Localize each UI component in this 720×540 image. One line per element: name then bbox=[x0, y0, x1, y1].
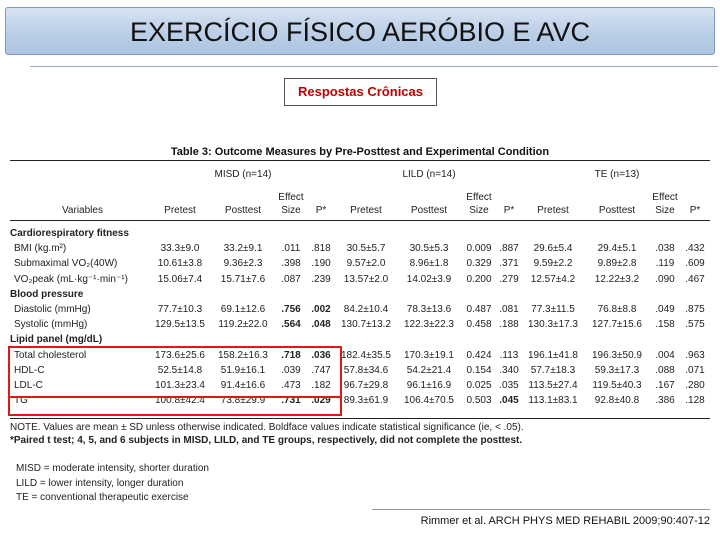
table-cell: 69.1±12.6 bbox=[220, 304, 266, 315]
table-cell: 0.154 bbox=[466, 364, 492, 376]
row-label: BMI (kg.m²) bbox=[14, 243, 67, 255]
table-cell: 77.3±11.5 bbox=[531, 304, 575, 315]
table-cell: 57.8±34.6 bbox=[343, 364, 389, 376]
table-cell: 59.3±17.3 bbox=[594, 364, 640, 376]
row-label: TG bbox=[14, 395, 28, 407]
table-cell: .039 bbox=[281, 364, 301, 376]
legend-line: MISD = moderate intensity, shorter duration bbox=[16, 463, 209, 474]
table-cell: .048 bbox=[311, 319, 331, 331]
table-cell: 73.8±29.9 bbox=[220, 395, 266, 407]
table-cell: 84.2±10.4 bbox=[343, 304, 389, 315]
table-cell: .887 bbox=[499, 243, 519, 255]
table-cell: 13.57±2.0 bbox=[343, 273, 389, 285]
row-label: Diastolic (mmHg) bbox=[14, 304, 91, 315]
table-cell: .564 bbox=[281, 319, 301, 331]
table-cell: 119.2±22.0 bbox=[218, 319, 268, 331]
table-cell: .875 bbox=[685, 304, 705, 315]
table-cell: 52.5±14.8 bbox=[157, 364, 203, 376]
table-cell: .119 bbox=[655, 258, 675, 270]
highlight-box-tg bbox=[8, 396, 342, 416]
column-header: Effect bbox=[652, 192, 678, 203]
table-cell: 9.36±2.3 bbox=[223, 258, 263, 270]
table-cell: .182 bbox=[311, 380, 331, 391]
table-cell: 89.3±61.9 bbox=[343, 395, 389, 407]
column-header: Effect bbox=[278, 192, 304, 203]
table-cell: .963 bbox=[685, 349, 705, 361]
table-cell: .190 bbox=[311, 258, 331, 270]
column-header: Posttest bbox=[598, 205, 636, 216]
table-cell: 0.424 bbox=[466, 349, 492, 361]
subtitle-box: Respostas Crônicas bbox=[284, 78, 437, 106]
column-header: P* bbox=[503, 205, 515, 216]
table-cell: 0.503 bbox=[466, 395, 492, 407]
table-cell: 0.458 bbox=[466, 319, 492, 331]
table-cell: 196.3±50.9 bbox=[592, 349, 642, 361]
table-cell: 122.3±22.3 bbox=[404, 319, 454, 331]
table-cell: .756 bbox=[281, 304, 301, 315]
group-header: LILD (n=14) bbox=[402, 169, 456, 180]
column-header: P* bbox=[315, 205, 327, 216]
table-bottom-rule bbox=[10, 418, 710, 419]
row-label: VO₂peak (mL·kg⁻¹·min⁻¹) bbox=[14, 273, 128, 285]
table-cell: 30.5±5.7 bbox=[346, 243, 386, 255]
table-cell: .467 bbox=[685, 273, 705, 285]
table-cell: 12.22±3.2 bbox=[594, 273, 640, 285]
table-cell: 29.6±5.4 bbox=[533, 243, 573, 255]
column-header: P* bbox=[689, 205, 701, 216]
table-cell: .432 bbox=[685, 243, 705, 255]
table-cell: .011 bbox=[281, 243, 301, 255]
table-cell: 96.7±29.8 bbox=[343, 380, 389, 391]
divider bbox=[30, 66, 718, 67]
table-cell: 10.61±3.8 bbox=[157, 258, 203, 270]
table-cell: .167 bbox=[655, 380, 675, 391]
table-cell: 15.06±7.4 bbox=[157, 273, 203, 285]
table-cell: 96.1±16.9 bbox=[406, 380, 452, 391]
table-cell: 76.8±8.8 bbox=[597, 304, 637, 315]
table-cell: .071 bbox=[685, 364, 705, 376]
table-cell: .340 bbox=[499, 364, 519, 376]
group-header: MISD (n=14) bbox=[214, 169, 272, 180]
table-header-rule bbox=[10, 220, 710, 221]
table-cell: .090 bbox=[655, 273, 675, 285]
column-header: Size bbox=[655, 205, 675, 216]
column-header: Pretest bbox=[350, 205, 382, 216]
table-cell: .731 bbox=[281, 395, 301, 407]
column-header: Size bbox=[469, 205, 489, 216]
table-cell: .128 bbox=[685, 395, 705, 407]
group-header: TE (n=13) bbox=[594, 169, 640, 180]
table-cell: .087 bbox=[281, 273, 301, 285]
table-cell: 100.8±42.4 bbox=[155, 395, 205, 407]
table-cell: .088 bbox=[655, 364, 675, 376]
table-cell: .239 bbox=[311, 273, 331, 285]
table-cell: 54.2±21.4 bbox=[406, 364, 452, 376]
table-cell: 196.1±41.8 bbox=[528, 349, 578, 361]
table-cell: 119.5±40.3 bbox=[592, 380, 642, 391]
table-cell: .004 bbox=[655, 349, 675, 361]
table-cell: 78.3±13.6 bbox=[406, 304, 452, 315]
table-cell: 77.7±10.3 bbox=[157, 304, 203, 315]
table-cell: 92.8±40.8 bbox=[594, 395, 640, 407]
table-cell: 173.6±25.6 bbox=[155, 349, 205, 361]
table-cell: 170.3±19.1 bbox=[404, 349, 454, 361]
table-cell: .609 bbox=[685, 258, 705, 270]
table-cell: 129.5±13.5 bbox=[155, 319, 205, 331]
table-footnote: *Paired t test; 4, 5, and 6 subjects in MISD, LILD, and TE groups, respectively, did not complete the posttest. bbox=[10, 435, 523, 446]
table-cell: 127.7±15.6 bbox=[592, 319, 642, 331]
table-cell: .473 bbox=[281, 380, 301, 391]
table-cell: 9.59±2.2 bbox=[533, 258, 573, 270]
table-cell: .045 bbox=[499, 395, 519, 407]
table-cell: 14.02±3.9 bbox=[406, 273, 452, 285]
column-header: Effect bbox=[466, 192, 492, 203]
column-header: Posttest bbox=[410, 205, 448, 216]
table-cell: 0.487 bbox=[466, 304, 492, 315]
table-cell: 130.7±13.2 bbox=[341, 319, 391, 331]
column-header: Pretest bbox=[164, 205, 196, 216]
page-title: EXERCÍCIO FÍSICO AERÓBIO E AVC bbox=[129, 17, 591, 47]
row-label: LDL-C bbox=[14, 380, 43, 391]
table-cell: 0.009 bbox=[466, 243, 492, 255]
table-cell: .081 bbox=[499, 304, 519, 315]
table-cell: 57.7±18.3 bbox=[530, 364, 576, 376]
table-cell: 30.5±5.3 bbox=[409, 243, 449, 255]
column-header: Posttest bbox=[224, 205, 262, 216]
table-section-label: Lipid panel (mg/dL) bbox=[10, 334, 103, 346]
table-cell: .371 bbox=[499, 258, 519, 270]
table-cell: .398 bbox=[281, 258, 301, 270]
table-cell: .029 bbox=[311, 395, 331, 407]
table-cell: 9.57±2.0 bbox=[346, 258, 386, 270]
table-cell: .002 bbox=[311, 304, 331, 315]
legend-line: LILD = lower intensity, longer duration bbox=[16, 477, 184, 489]
table-cell: 182.4±35.5 bbox=[341, 349, 391, 361]
table-title: Table 3: Outcome Measures by Pre-Posttest and Experimental Condition bbox=[170, 146, 550, 158]
table-cell: .038 bbox=[655, 243, 675, 255]
table-cell: .158 bbox=[655, 319, 675, 331]
table-cell: .718 bbox=[281, 349, 301, 361]
table-cell: 106.4±70.5 bbox=[404, 395, 454, 407]
table-cell: 101.3±23.4 bbox=[155, 380, 205, 391]
column-header: Pretest bbox=[537, 205, 569, 216]
table-cell: .575 bbox=[685, 319, 705, 331]
table-cell: .279 bbox=[499, 273, 519, 285]
table-cell: .747 bbox=[311, 364, 331, 376]
table-cell: .188 bbox=[499, 319, 519, 331]
row-label: Total cholesterol bbox=[14, 349, 87, 361]
table-cell: .049 bbox=[655, 304, 675, 315]
table-cell: 33.2±9.1 bbox=[223, 243, 263, 255]
abbreviation-legend bbox=[16, 462, 209, 506]
table-cell: 113.1±83.1 bbox=[528, 395, 578, 407]
table-cell: 51.9±16.1 bbox=[220, 364, 266, 376]
table-cell: .036 bbox=[311, 349, 331, 361]
table-cell: 0.329 bbox=[466, 258, 492, 270]
table-cell: 0.200 bbox=[466, 273, 492, 285]
row-label: HDL-C bbox=[14, 364, 45, 376]
title-bar bbox=[5, 7, 715, 55]
table-cell: 12.57±4.2 bbox=[530, 273, 576, 285]
table-cell: 158.2±16.3 bbox=[218, 349, 268, 361]
table-cell: 15.71±7.6 bbox=[220, 273, 266, 285]
table-cell: 91.4±16.6 bbox=[220, 380, 266, 391]
table-cell: .035 bbox=[499, 380, 519, 391]
row-label: Submaximal VO₂(40W) bbox=[14, 258, 118, 270]
row-label: Systolic (mmHg) bbox=[14, 319, 88, 331]
table-cell: .280 bbox=[685, 380, 705, 391]
table-note: NOTE. Values are mean ± SD unless otherwise indicated. Boldface values indicate statistical significance (ie, < .05). bbox=[10, 422, 524, 433]
table-cell: .386 bbox=[655, 395, 675, 407]
table-cell: .113 bbox=[499, 349, 519, 361]
table-cell: 8.96±1.8 bbox=[409, 258, 449, 270]
legend-line: TE = conventional therapeutic exercise bbox=[16, 492, 189, 503]
table-cell: .818 bbox=[311, 243, 331, 255]
table-cell: 0.025 bbox=[466, 380, 492, 391]
table-cell: 33.3±9.0 bbox=[160, 243, 200, 255]
table-cell: 130.3±17.3 bbox=[528, 319, 578, 331]
table-cell: 29.4±5.1 bbox=[597, 243, 637, 255]
table-section-label: Cardiorespiratory fitness bbox=[10, 228, 129, 239]
citation: Rimmer et al. ARCH PHYS MED REHABIL 2009;90:407-12 bbox=[372, 509, 710, 527]
column-header: Size bbox=[281, 205, 301, 216]
column-header: Variables bbox=[62, 205, 103, 216]
table-cell: 9.89±2.8 bbox=[597, 258, 637, 270]
table-section-label: Blood pressure bbox=[10, 288, 84, 300]
table-cell: 113.5±27.4 bbox=[528, 380, 578, 391]
table-top-rule bbox=[10, 160, 710, 161]
